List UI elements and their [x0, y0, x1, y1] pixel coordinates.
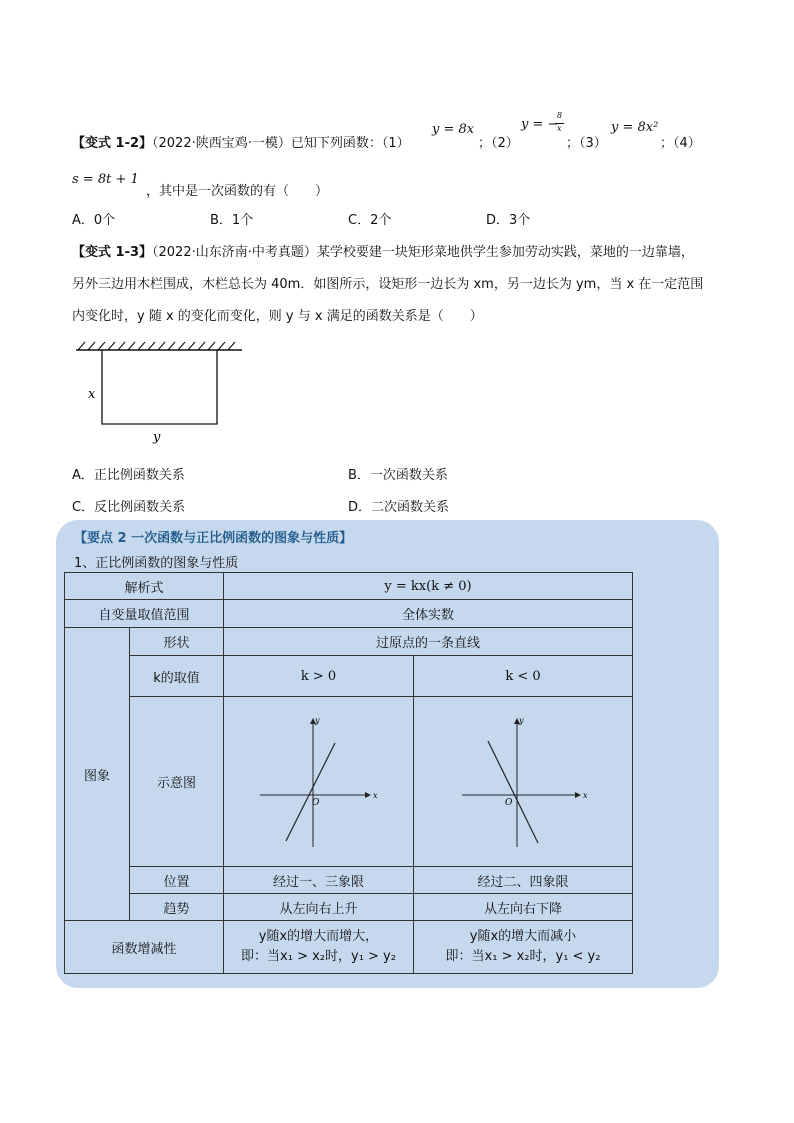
q12-line1 — [72, 132, 410, 151]
row-shape-value: 过原点的一条直线 — [223, 627, 633, 656]
row-position-label: 位置 — [129, 866, 224, 894]
trend-negative: 从左向右下降 — [413, 893, 633, 921]
panel-subtitle: 1、正比例函数的图象与性质 — [74, 556, 239, 571]
group-graph-label: 图象 — [64, 627, 130, 921]
row-formula-value: y = kx(k ≠ 0) — [223, 572, 633, 600]
monotonic-negative-line2: 即：当x₁ > x₂时，y₁ < y₂ — [445, 949, 601, 964]
line-k-negative — [488, 741, 538, 843]
q13-line1 — [72, 241, 694, 260]
wall-hatching — [78, 342, 235, 350]
monotonic-negative — [413, 920, 633, 974]
q12-n4: ；（4） — [660, 136, 701, 151]
axis-y-label: y — [315, 716, 320, 725]
q13-line2: 另外三边用木栏围成，木栏总长为 40m．如图所示，设矩形一边长为 xm，另一边长为 ym，当 x 在一定范围 — [72, 277, 704, 292]
q12-tail: ，其中是一次函数的有（ ） — [146, 184, 329, 199]
origin-label: O — [505, 798, 513, 808]
row-shape-label: 形状 — [129, 627, 224, 656]
fig-x-label: x — [88, 387, 96, 402]
q13-option-c: C．反比例函数关系 — [72, 500, 186, 515]
monotonic-positive-line2: 即：当x₁ > x₂时，y₁ > y₂ — [241, 949, 396, 964]
q12-option-a: A．0个 — [72, 213, 116, 228]
q12-source: （2022·陕西宝鸡·一模） — [152, 136, 291, 151]
q12-n3: ；（3） — [566, 136, 607, 151]
q12-n1: （1） — [381, 136, 410, 151]
diagram-negative — [414, 697, 632, 866]
q12-option-b: B．1个 — [210, 213, 254, 228]
q12-f1: y = 8x — [432, 122, 475, 137]
trend-positive: 从左向右上升 — [223, 893, 414, 921]
q13-line1-text: 某学校要建一块矩形菜地供学生参加劳动实践，菜地的一边靠墙， — [316, 245, 694, 260]
q12-f2-den: x — [557, 124, 562, 133]
fence-rectangle — [102, 350, 217, 424]
q13-option-b: B．一次函数关系 — [348, 468, 448, 483]
q12-text: 已知下列函数： — [290, 136, 382, 151]
origin-label: O — [312, 798, 320, 808]
q12-f3: y = 8x² — [611, 120, 659, 135]
monotonic-negative-line1: y随x的增大而减小 — [469, 928, 577, 944]
q12-option-c: C．2个 — [348, 213, 392, 228]
diagram-negative-cell — [413, 696, 633, 867]
line-k-positive — [286, 743, 335, 841]
position-negative: 经过二、四象限 — [413, 866, 633, 894]
monotonic-positive — [223, 920, 414, 974]
q12-f2-num: 8 — [557, 111, 563, 120]
fig-y-label: y — [153, 430, 161, 445]
row-domain-label: 自变量取值范围 — [64, 599, 224, 628]
diagram-positive — [224, 697, 413, 866]
axis-y-label: y — [519, 716, 524, 725]
q12-f2: y = − — [521, 117, 559, 132]
q13-line3: 内变化时，y 随 x 的变化而变化，则 y 与 x 满足的函数关系是（ ） — [72, 309, 483, 324]
axis-x-label: x — [373, 791, 378, 800]
row-k-label: k的取值 — [129, 655, 224, 697]
row-monotonic-label: 函数增减性 — [64, 920, 224, 974]
q13-figure — [70, 338, 250, 446]
row-diagram-label: 示意图 — [129, 696, 224, 867]
monotonic-positive-line1: y随x的增大而增大， — [258, 928, 379, 944]
axis-x-label: x — [583, 791, 588, 800]
k-negative: k < 0 — [413, 655, 633, 697]
q13-option-a: A．正比例函数关系 — [72, 468, 185, 483]
position-positive: 经过一、三象限 — [223, 866, 414, 894]
row-trend-label: 趋势 — [129, 893, 224, 921]
row-domain-value: 全体实数 — [223, 599, 633, 628]
q13-option-d: D．二次函数关系 — [348, 500, 450, 515]
q12-n2: ；（2） — [478, 136, 519, 151]
diagram-positive-cell — [223, 696, 414, 867]
row-formula-label: 解析式 — [64, 572, 224, 600]
q12-option-d: D．3个 — [486, 213, 531, 228]
q13-tag: 【变式 1-3】 — [72, 245, 153, 260]
panel-title: 【要点 2 一次函数与正比例函数的图象与性质】 — [74, 531, 353, 546]
k-positive: k > 0 — [223, 655, 414, 697]
q12-f4: s = 8t + 1 — [72, 172, 139, 187]
q12-tag: 【变式 1-2】 — [72, 136, 153, 151]
q13-source: （2022·山东济南·中考真题） — [152, 245, 317, 260]
